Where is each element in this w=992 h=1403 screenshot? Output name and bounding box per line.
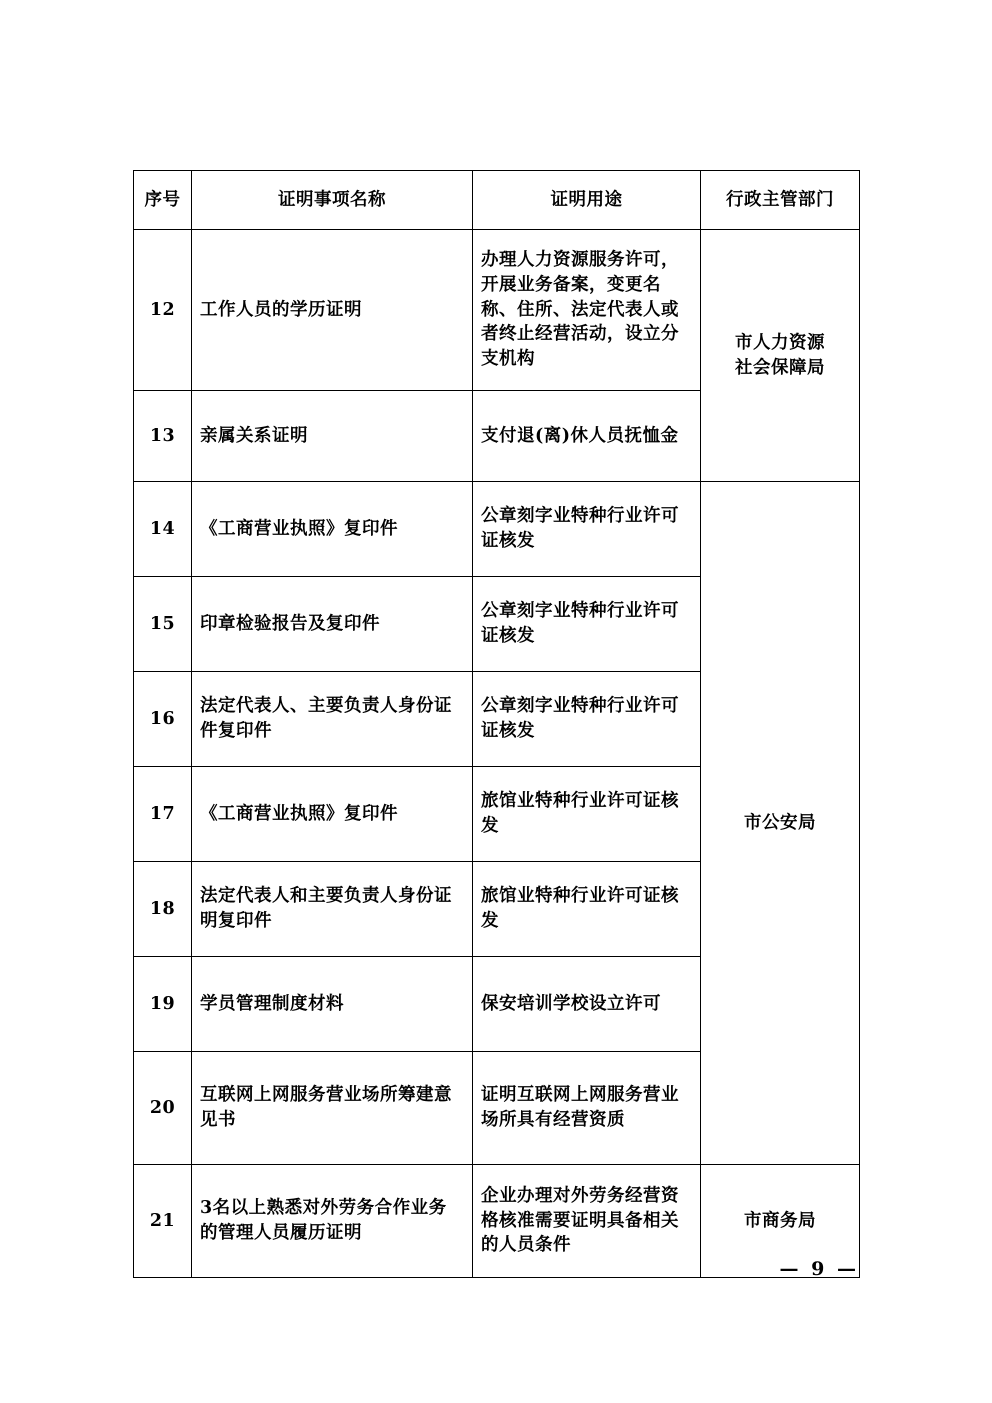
cell-item-name: 法定代表人、主要负责人身份证件复印件: [192, 672, 473, 767]
cell-item-name: 互联网上网服务营业场所筹建意见书: [192, 1052, 473, 1165]
column-header-serial-number: 序号: [134, 171, 192, 230]
cell-serial-number: 16: [134, 672, 192, 767]
page-number: — 9 —: [779, 1258, 859, 1280]
column-header-department: 行政主管部门: [701, 171, 860, 230]
cell-item-name: 3名以上熟悉对外劳务合作业务的管理人员履历证明: [192, 1165, 473, 1278]
cell-department: [701, 230, 860, 482]
cell-item-name: 印章检验报告及复印件: [192, 577, 473, 672]
table-header: [134, 171, 860, 230]
department-line: 市商务局: [744, 1210, 816, 1231]
column-header-item-use: 证明用途: [473, 171, 701, 230]
cell-serial-number: 15: [134, 577, 192, 672]
cell-serial-number: 19: [134, 957, 192, 1052]
certification-items-table-wrapper: [133, 170, 859, 1278]
department-line: 市公安局: [744, 812, 816, 833]
table-body: [134, 230, 860, 1278]
cell-item-use: 支付退(离)休人员抚恤金: [473, 391, 701, 482]
cell-item-name: 法定代表人和主要负责人身份证明复印件: [192, 862, 473, 957]
cell-item-use: 公章刻字业特种行业许可证核发: [473, 577, 701, 672]
cell-item-name: 学员管理制度材料: [192, 957, 473, 1052]
cell-item-name: 《工商营业执照》复印件: [192, 482, 473, 577]
cell-item-name: 亲属关系证明: [192, 391, 473, 482]
department-line: 市人力资源: [735, 332, 825, 353]
cell-department: [701, 482, 860, 1165]
cell-item-use: 旅馆业特种行业许可证核发: [473, 862, 701, 957]
certification-items-table: [133, 170, 860, 1278]
cell-item-name: 工作人员的学历证明: [192, 230, 473, 391]
cell-serial-number: 14: [134, 482, 192, 577]
cell-serial-number: 21: [134, 1165, 192, 1278]
cell-serial-number: 13: [134, 391, 192, 482]
cell-item-use: 旅馆业特种行业许可证核发: [473, 767, 701, 862]
cell-item-use: 企业办理对外劳务经营资格核准需要证明具备相关的人员条件: [473, 1165, 701, 1278]
table-header-row: [134, 171, 860, 230]
column-header-item-name: 证明事项名称: [192, 171, 473, 230]
cell-serial-number: 18: [134, 862, 192, 957]
cell-item-use: 办理人力资源服务许可，开展业务备案，变更名称、住所、法定代表人或者终止经营活动，设立分支机构: [473, 230, 701, 391]
cell-serial-number: 17: [134, 767, 192, 862]
table-row: [134, 230, 860, 391]
cell-item-use: 保安培训学校设立许可: [473, 957, 701, 1052]
department-line: 社会保障局: [735, 357, 825, 378]
cell-serial-number: 12: [134, 230, 192, 391]
cell-item-use: 公章刻字业特种行业许可证核发: [473, 672, 701, 767]
table-row: [134, 482, 860, 577]
cell-serial-number: 20: [134, 1052, 192, 1165]
cell-item-use: 证明互联网上网服务营业场所具有经营资质: [473, 1052, 701, 1165]
cell-item-name: 《工商营业执照》复印件: [192, 767, 473, 862]
cell-item-use: 公章刻字业特种行业许可证核发: [473, 482, 701, 577]
